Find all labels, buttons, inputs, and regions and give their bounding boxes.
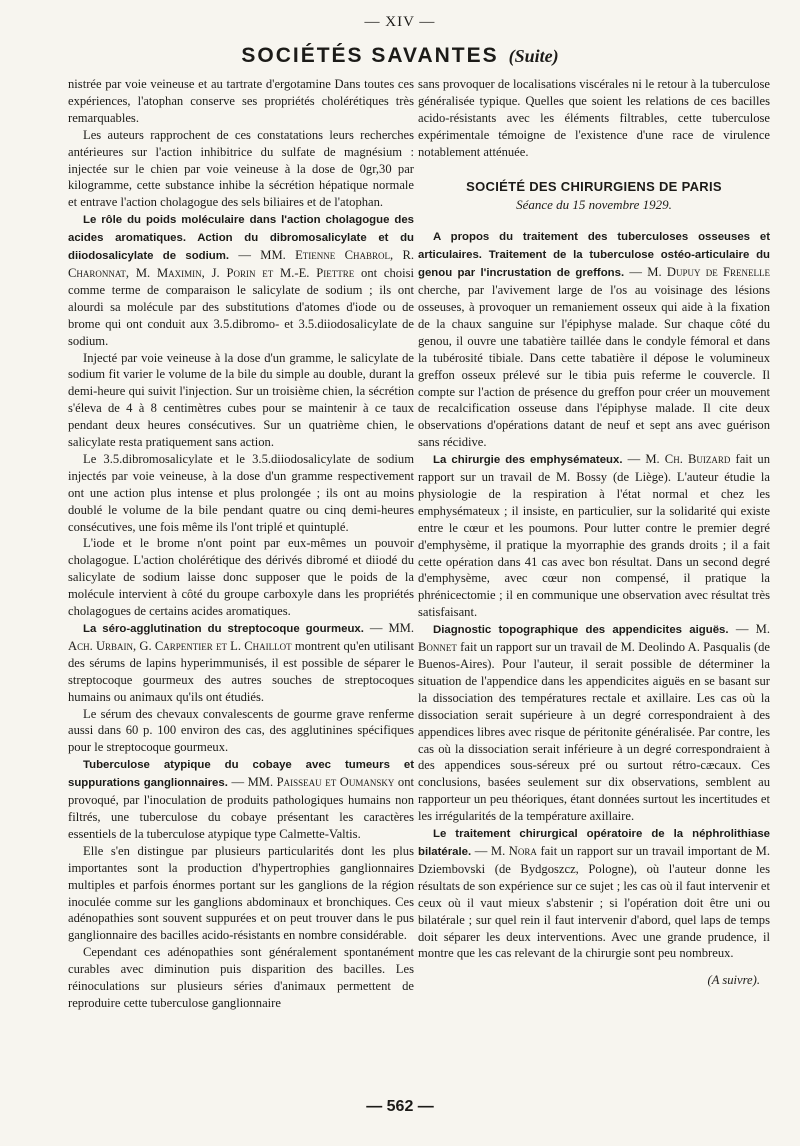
roman-page-number: — XIV —: [364, 14, 436, 30]
paragraph-lead: A propos du traitement des tuberculoses osseuses et articulaires. Traitement de la tuberculose ostéo-articulaire du genou par l'incrustation de greffons.: [418, 231, 770, 280]
section-subtitle: Séance du 15 novembre 1929.: [516, 197, 672, 213]
paragraph: Le sérum des chevaux convalescents de gourme grave renferme aussi dans 60 p. 100 environ des cas, des agglutinines spécifiques pour le streptocoque gourmeux.: [68, 706, 414, 755]
paragraph: [418, 228, 770, 451]
paragraph: L'iode et le brome n'ont point par eux-mêmes un pouvoir cholagogue. L'action cholérétique des dérivés dibromé et diiodé du salicylate de sodium laisse donc supposer que le poids de la molécule intervient à côté du groupe carboxyle dans les propriétés cholagogues de certains acides aromatiques.: [68, 536, 414, 619]
paragraph-lead: Tuberculose atypique du cobaye avec tumeurs et suppurations ganglionnaires.: [68, 759, 414, 790]
paragraph: [418, 825, 770, 962]
paragraph: [418, 621, 770, 825]
paragraph-lead: Diagnostic topographique des appendicites aiguës.: [433, 624, 729, 637]
header-suite: (Suite): [508, 46, 559, 66]
right-column: [418, 76, 770, 989]
paragraph: Cependant ces adénopathies sont généralement spontanément curables avec diminution puis disparition des bacilles. Les réinoculations sur plusieurs séries d'animaux permettent de reproduire cette tuberculose ganglionnaire: [68, 945, 414, 1010]
page-number: — 562 —: [366, 1098, 434, 1115]
paragraph-body: fait un rapport sur un travail de M. Bossy (de Liège). L'auteur étudie la physiologie de la respiration à l'état normal et chez les emphysémateux ; il insiste, en particulier, sur la solidarité qui existe entre le cœur et les poumons. Pour lutter contre le premier degré d'emphysème, il pratique la myorraphie des grands droits ; il a fait cette opération dans 41 cas avec bon résultat. Dans un second degré d'emphysème, avec cœur non compensé, il pratique la phrénicectomie ; il en communique une observation avec résultat très satisfaisant.: [418, 452, 770, 620]
paragraph-body: fait un rapport sur un travail important de M. Dziembovski (de Bydgoszcz, Pologne), où l'auteur donne les résultats de son expérience sur ce sujet ; les cas où il faut intervenir et ceux où il vaut mieux s'abstenir ; si l'opération doit être uni ou bilatérale ; sur quel rein il faut intervenir d'abord, quel laps de temps doit séparer les deux interventions. Avec une grande prudence, il montre que les cas relevant de la chirurgie sont peu nombreux.: [418, 843, 770, 961]
paragraph-body: ont provoqué, par l'inoculation de produits pathologiques humains non filtrés, une tuberculose du cobaye présentant les caractères essentiels de la tuberculose atypique type Calmette-Valtis.: [68, 775, 414, 841]
paragraph: [68, 620, 414, 706]
paragraph: sans provoquer de localisations viscérales ni le retour à la tuberculose généralisée typique. Quelles que soient les relations de ces bacilles acido-résistants avec les éléments filtrables, cette tuberculose expérimentale témoigne de l'existence d'une race de virulence notablement atténuée.: [418, 77, 770, 159]
paragraph-authors: — MM. Etienne Chabrol, R. Charonnat, M. Maximin, J. Porin et M.-E. Piettre: [68, 248, 415, 280]
paragraph: Le 3.5.dibromosalicylate et le 3.5.diiodosalicylate de sodium injectés par voie veineuse, à la dose d'un gramme respectivement ont une action plus intense et plus prolongée ; ils ont au moins doublé le volume de la bile pendant quatre ou cinq demi-heures consécutives, une fois même ils l'ont triplé et quintuplé.: [68, 451, 414, 534]
paragraph-body: fait un rapport sur un travail de M. Deolindo A. Pasqualis (de Buenos-Aires). Pour l'auteur, il serait possible de déterminer la situation de l'appendice dans les appendicites aiguës en se basant sur la dissociation des températures rectale et axillaire. Les cas où la dissociation serait supérieure à un degré correspondraient à des appendices libres avec risque de péritonite généralisée. Par contre, les cas où la dissociation serait inférieure à un degré correspondraient à des appendices sous-séreux pré ou surtout rétro-cæcaux. Ces conclusions, basées seulement sur dix observations, semblent au rapporteur un peu théoriques, étant données surtout les incertitudes et les irrégularités de la température axillaire.: [418, 640, 770, 824]
page-header: [0, 44, 800, 68]
paragraph: [68, 211, 414, 349]
paragraph-authors: — M. Nora: [474, 843, 537, 858]
paragraph-body: ont choisi comme terme de comparaison le salicylate de sodium ; ils ont alourdi sa molécule par des substitutions d'atomes d'iode ou de brome qui ont conduit aux 3.5.dibromo- et 3.5.diiodosalicylate de sodium.: [68, 265, 415, 348]
paragraph-lead: La chirurgie des emphysémateux.: [433, 454, 623, 467]
paragraph-authors: — MM. Paisseau et Oumansky: [231, 775, 395, 790]
paragraph: [418, 451, 770, 621]
paragraph: [68, 756, 414, 843]
paragraph-body: cherche, par l'avivement large de l'os au voisinage des lésions osseuses, à provoquer un remaniement osseux qui aide à la fixation de la chaux sanguine sur l'épiphyse malade. Sur chaque côté du genou, il ouvre une tabatière taillée dans le condyle fémoral et dans la tubérosité tibiale. Dans cette tabatière il dépose le volumineux greffon osseux prélevé sur le tibia puis referme le couvercle. Il compte sur l'action de présence du greffon pour créer un mouvement de recalcification osseuse dans l'épiphyse malade. Il cite deux observations d'opérations datant de neuf et sept ans avec guérison sans récidive.: [418, 283, 770, 450]
paragraph-authors: — M. Dupuy de Frenelle: [629, 265, 770, 280]
paragraph-body: montrent qu'en utilisant des sérums de lapins hyperimmunisés, il est possible de séparer le streptocoque gourmeux des autres souches de streptocoques humains ou animaux qu'ils ont étudiés.: [68, 638, 415, 704]
paragraph: nistrée par voie veineuse et au tartrate d'ergotamine Dans toutes ces expériences, l'atophan conserve ses propriétés cholérétiques très remarquables.: [68, 77, 414, 125]
section-title: SOCIÉTÉ DES CHIRURGIENS DE PARIS: [466, 178, 722, 194]
paragraph: Les auteurs rapprochent de ces constatations leurs recherches antérieures sur l'action inhibitrice du sulfate de magnésium : injectée sur le chien par voie veineuse à la dose de 0gr,30 par kilogramme, cette substance inhibe la sécrétion hépatique normale et entrave l'action cholagogue des sels biliaires et de l'atophan.: [68, 127, 414, 210]
paragraph: Injecté par voie veineuse à la dose d'un gramme, le salicylate de sodium fit varier le volume de la bile du simple au double, durant la demi-heure qui suivit l'injection. Sur un troisième chien, la sécrétion s'éleva de 4 à 8 centimètres cubes pour se maintenir à ce taux pendant deux heures consécutives. Sur un quatrième chien, le salicylate resta pratiquement sans action.: [68, 350, 414, 450]
paragraph-lead: Le traitement chirurgical opératoire de la néphrolithiase bilatérale.: [418, 828, 770, 858]
paragraph-authors: — M. Bonnet: [418, 622, 771, 655]
paragraph: Elle s'en distingue par plusieurs particularités dont les plus importantes sont la production d'hypertrophies ganglionnaires multiples et parfois énormes portant sur les ganglions de la région inoculée comme sur les ganglions abdominaux et bronchiques. Ces adénopathies sont souvent suppurées et on peut trouver dans le pus ganglionnaire des bacilles acido-résistants en nombre considérable.: [68, 843, 414, 943]
to-be-continued: (A suivre).: [707, 973, 760, 988]
paragraph-lead: Le rôle du poids moléculaire dans l'action cholagogue des acides aromatiques. Action du dibromosalicylate et du diiodosalicylate de sodium.: [68, 214, 414, 263]
paragraph-lead: La séro-agglutination du streptocoque gourmeux.: [83, 623, 364, 635]
paragraph-authors: — MM. Ach. Urbain, G. Carpentier et L. Chaillot: [68, 621, 415, 653]
left-column: [68, 76, 414, 1012]
header-title: SOCIÉTÉS SAVANTES: [241, 44, 499, 67]
paragraph-authors: — M. Ch. Buizard: [627, 452, 731, 467]
